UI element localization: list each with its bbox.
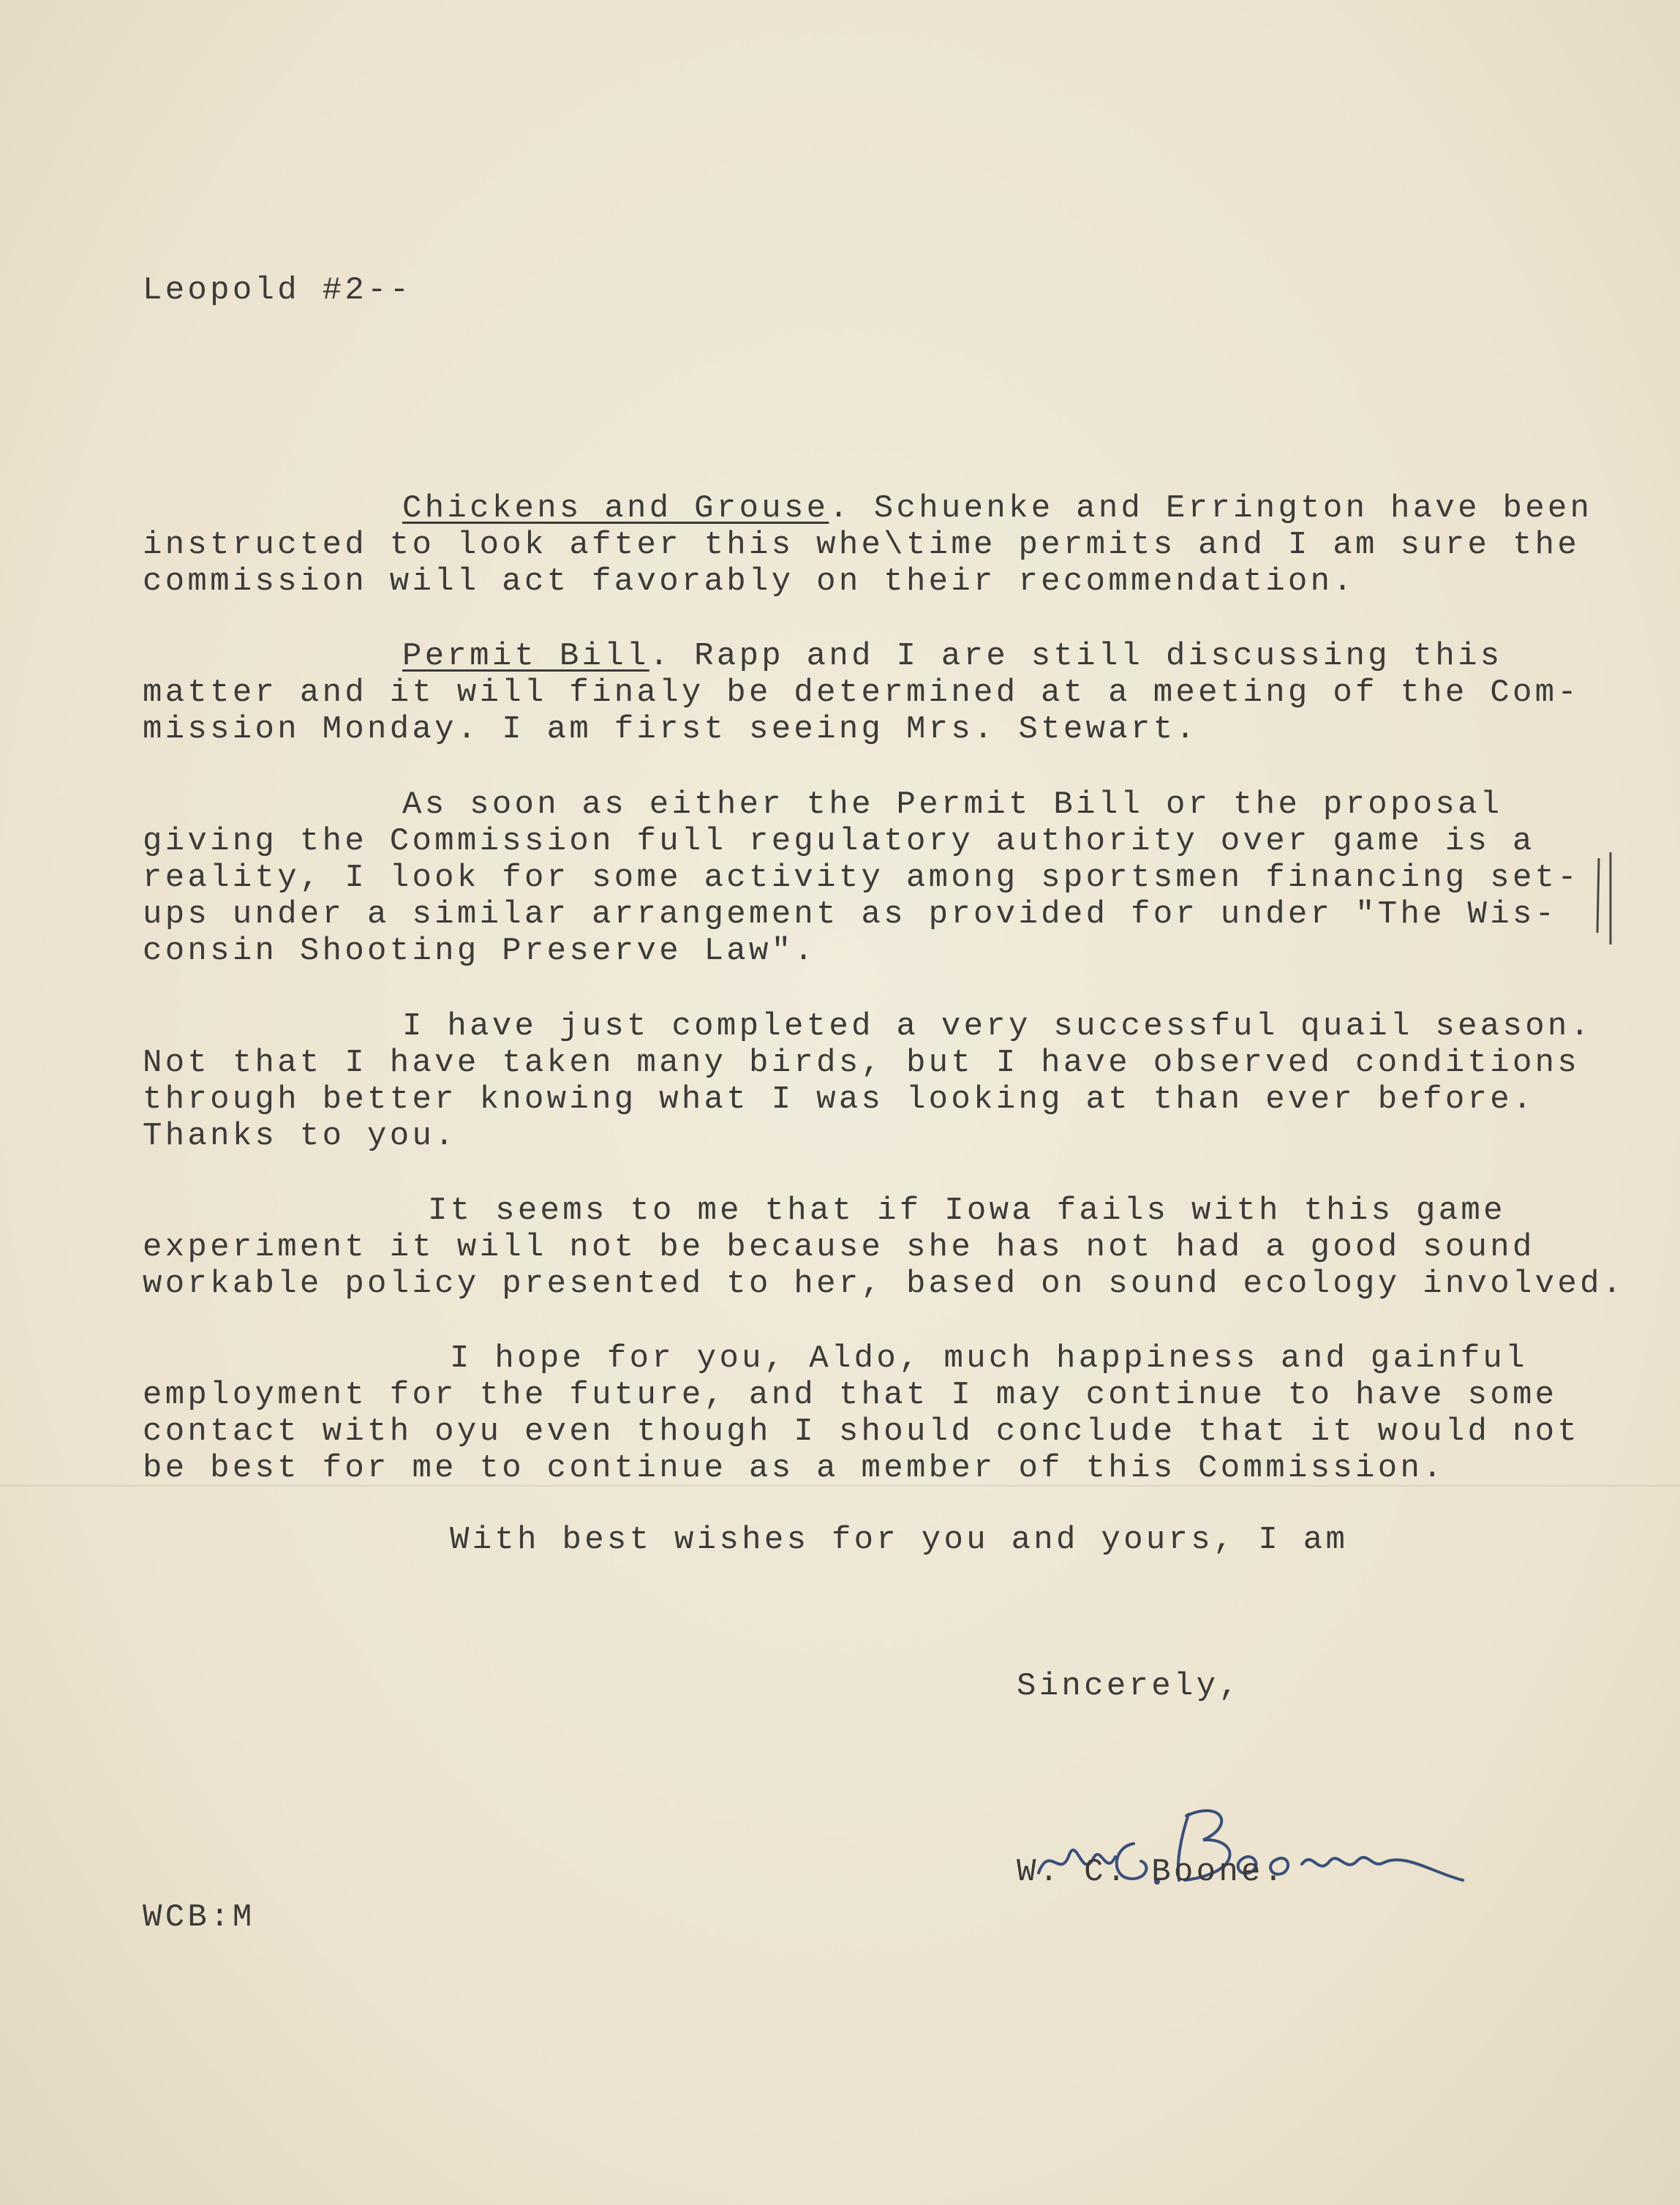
typed-signer-name: W. C. Boone. (1017, 1854, 1287, 1890)
paragraph-line: I have just completed a very successful quail season. (402, 1008, 1593, 1045)
paragraph-line: Permit Bill. Rapp and I are still discussing this (402, 638, 1503, 675)
paragraph-line: be best for me to continue as a member of this Commission. (143, 1450, 1445, 1487)
paragraph-line: matter and it will finaly be determined at a meeting of the Com- (143, 675, 1581, 711)
handwritten-signature (1024, 1770, 1477, 1917)
paragraph-line: instructed to look after this whe\time permits and I am sure the (143, 527, 1581, 563)
paragraph-line: mission Monday. I am first seeing Mrs. Stewart. (143, 711, 1199, 748)
paragraph-line: giving the Commission full regulatory authority over game is a (143, 823, 1535, 860)
topic-heading-underlined: Permit Bill (402, 638, 649, 675)
paragraph-line: It seems to me that if Iowa fails with this game (428, 1192, 1506, 1229)
paragraph-line: contact with oyu even though I should conclude that it would not (143, 1413, 1581, 1450)
paragraph-line: consin Shooting Preserve Law". (143, 933, 817, 969)
paragraph-line: As soon as either the Permit Bill or the proposal (402, 786, 1503, 823)
paragraph-line: employment for the future, and that I may continue to have some (143, 1377, 1558, 1413)
paragraph-line: I hope for you, Aldo, much happiness and gainful (450, 1340, 1528, 1377)
paragraph-line: ups under a similar arrangement as provided for under "The Wis- (143, 896, 1558, 933)
topic-heading-underlined: Chickens and Grouse (402, 490, 829, 527)
paragraph-line: Chickens and Grouse. Schuenke and Errington have been (402, 490, 1593, 527)
paragraph-line: workable policy presented to her, based on sound ecology involved. (143, 1266, 1625, 1302)
margin-pencil-mark (1594, 852, 1616, 947)
paragraph-line: through better knowing what I was looking at than ever before. (143, 1081, 1535, 1118)
typist-initials: WCB:M (143, 1899, 255, 1936)
paragraph-line: reality, I look for some activity among sportsmen financing set- (143, 860, 1581, 896)
paragraph-line: commission will act favorably on their recommendation. (143, 563, 1356, 600)
paragraph-line: Not that I have taken many birds, but I have observed conditions (143, 1045, 1581, 1081)
letter-heading: Leopold #2-- (143, 272, 413, 309)
closing-salutation: Sincerely, (1017, 1668, 1242, 1705)
paragraph-line: With best wishes for you and yours, I am (450, 1522, 1349, 1558)
paragraph-line: experiment it will not be because she has not had a good sound (143, 1229, 1535, 1266)
paragraph-line: Thanks to you. (143, 1118, 457, 1154)
